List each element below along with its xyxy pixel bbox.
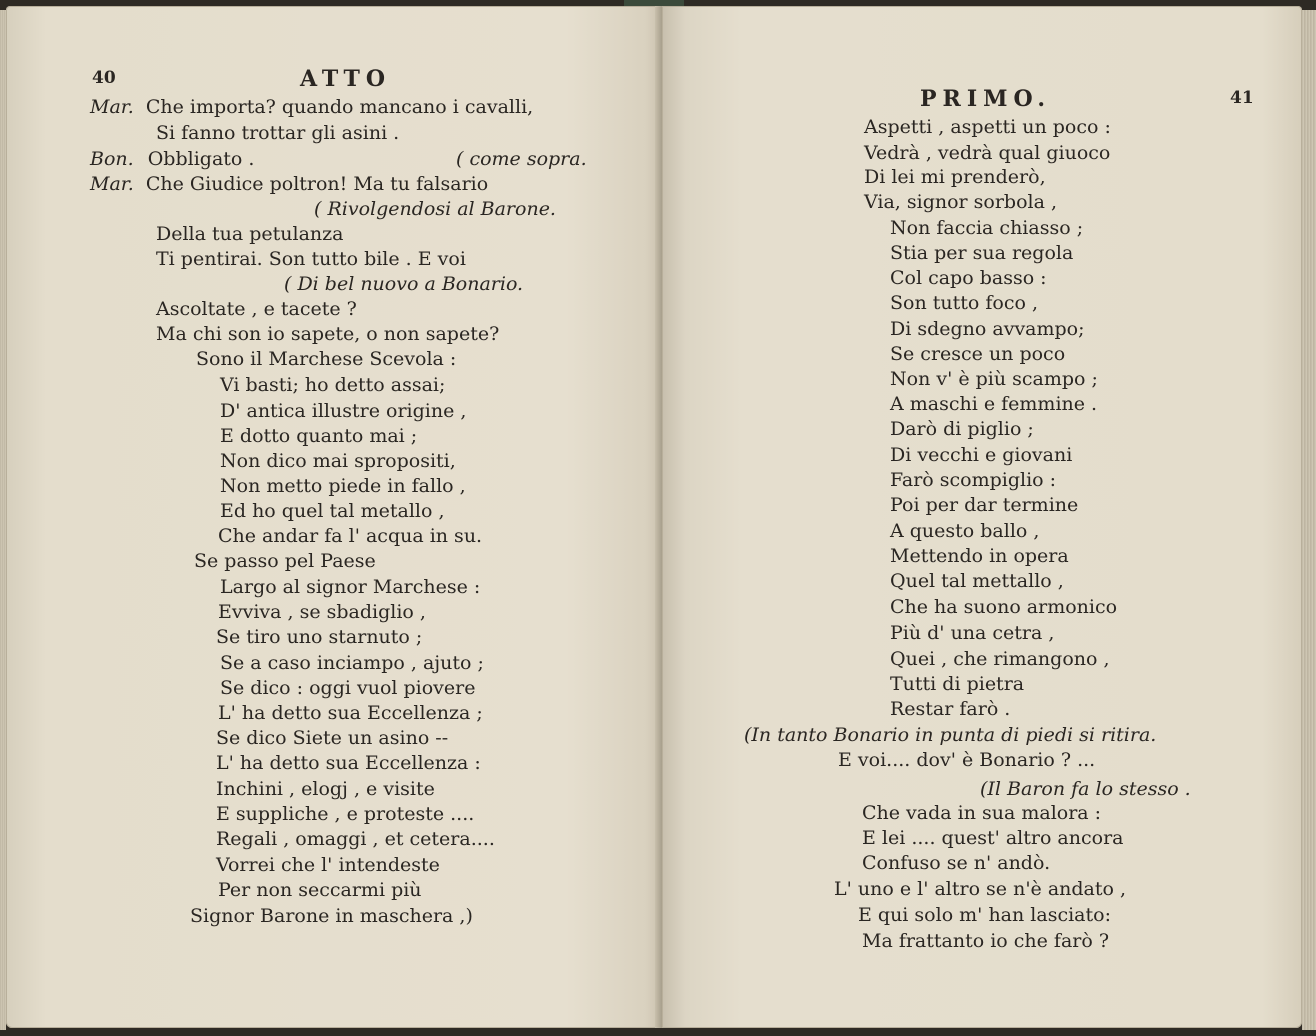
text-line: Se dico Siete un asino -- — [216, 727, 449, 749]
text-line: Vedrà , vedrà qual giuoco — [864, 142, 1111, 164]
text-line: E lei .... quest' altro ancora — [862, 827, 1124, 849]
text-line: Stia per sua regola — [890, 242, 1074, 264]
text-line: E qui solo m' han lasciato: — [858, 904, 1111, 926]
text-line: Più d' una cetra , — [890, 622, 1055, 644]
text-line: Della tua petulanza — [156, 223, 344, 245]
text-line: Mar. Che Giudice poltron! Ma tu falsario — [90, 173, 489, 195]
text-line: Darò di piglio ; — [890, 418, 1034, 440]
text-line: Ma chi son io sapete, o non sapete? — [156, 323, 500, 345]
page-number-left: 40 — [92, 68, 116, 88]
text-line: Largo al signor Marchese : — [220, 576, 481, 598]
text-line: Non v' è più scampo ; — [890, 368, 1098, 390]
stage-direction: ( come sopra. — [456, 148, 587, 170]
text-line: Son tutto foco , — [890, 292, 1038, 314]
text-line: Se a caso inciampo , ajuto ; — [220, 652, 484, 674]
text-line: Non faccia chiasso ; — [890, 217, 1084, 239]
text-line: L' uno e l' altro se n'è andato , — [834, 878, 1127, 900]
text-line: Si fanno trottar gli asini . — [156, 122, 400, 144]
text-line: A maschi e femmine . — [890, 393, 1098, 415]
stage-direction: ( Di bel nuovo a Bonario. — [284, 273, 524, 295]
text-line: Aspetti , aspetti un poco : — [864, 116, 1111, 138]
text-line: Col capo basso : — [890, 267, 1047, 289]
stage-direction: (Il Baron fa lo stesso . — [980, 778, 1191, 800]
text-line: Evviva , se sbadiglio , — [218, 601, 426, 623]
text-line: Che andar fa l' acqua in su. — [218, 525, 483, 547]
page-edges-right — [1302, 10, 1316, 1030]
stage-direction: ( Rivolgendosi al Barone. — [314, 198, 556, 220]
text-line: Quel tal mettallo , — [890, 570, 1064, 592]
text-line: Regali , omaggi , et cetera.... — [216, 828, 495, 850]
text-line: Non dico mai spropositi, — [220, 450, 456, 472]
text-line: Se cresce un poco — [890, 343, 1066, 365]
right-page — [662, 6, 1302, 1028]
text-line: Quei , che rimangono , — [890, 648, 1110, 670]
text-line: Mettendo in opera — [890, 545, 1069, 567]
text-line: L' ha detto sua Eccellenza : — [216, 752, 481, 774]
text-line: Se passo pel Paese — [194, 550, 376, 572]
text-line: E dotto quanto mai ; — [220, 425, 418, 447]
stage-direction: (In tanto Bonario in punta di piedi si ritira. — [744, 724, 1157, 746]
text-line: Di lei mi prenderò, — [864, 166, 1046, 188]
page-header-right: PRIMO. — [920, 86, 1052, 112]
text-line: Farò scompiglio : — [890, 469, 1057, 491]
text-line: Tutti di pietra — [890, 673, 1025, 695]
text-line: Confuso se n' andò. — [862, 852, 1051, 874]
text-line: E voi.... dov' è Bonario ? ... — [838, 749, 1096, 771]
left-page — [6, 6, 662, 1028]
text-line: A questo ballo , — [890, 520, 1040, 542]
text-line: D' antica illustre origine , — [220, 400, 467, 422]
text-line: Di vecchi e giovani — [890, 444, 1073, 466]
text-line: Sono il Marchese Scevola : — [196, 348, 457, 370]
text-line: Per non seccarmi più — [218, 879, 422, 901]
page-header-left: ATTO — [300, 66, 391, 92]
text-line: Bon. Obbligato . — [90, 148, 255, 170]
text-line: E suppliche , e proteste .... — [216, 803, 475, 825]
text-line: Che vada in sua malora : — [862, 802, 1102, 824]
text-line: Via, signor sorbola , — [864, 191, 1058, 213]
text-line: Ascoltate , e tacete ? — [156, 298, 357, 320]
text-line: Vorrei che l' intendeste — [216, 854, 440, 876]
text-line: Non metto piede in fallo , — [220, 475, 466, 497]
text-line: Vi basti; ho detto assai; — [220, 374, 446, 396]
text-line: Signor Barone in maschera ,) — [190, 905, 473, 927]
text-line: Che ha suono armonico — [890, 596, 1118, 618]
text-line: L' ha detto sua Eccellenza ; — [218, 702, 483, 724]
text-line: Ti pentirai. Son tutto bile . E voi — [156, 248, 466, 270]
text-line: Mar. Che importa? quando mancano i cavalli, — [90, 96, 534, 118]
text-line: Di sdegno avvampo; — [890, 318, 1085, 340]
text-line: Se dico : oggi vuol piovere — [220, 677, 476, 699]
text-line: Inchini , elogj , e visite — [216, 778, 435, 800]
text-line: Ed ho quel tal metallo , — [220, 500, 445, 522]
text-line: Poi per dar termine — [890, 494, 1079, 516]
text-line: Ma frattanto io che farò ? — [862, 930, 1110, 952]
text-line: Se tiro uno starnuto ; — [216, 626, 423, 648]
page-number-right: 41 — [1230, 88, 1254, 108]
text-line: Restar farò . — [890, 698, 1011, 720]
